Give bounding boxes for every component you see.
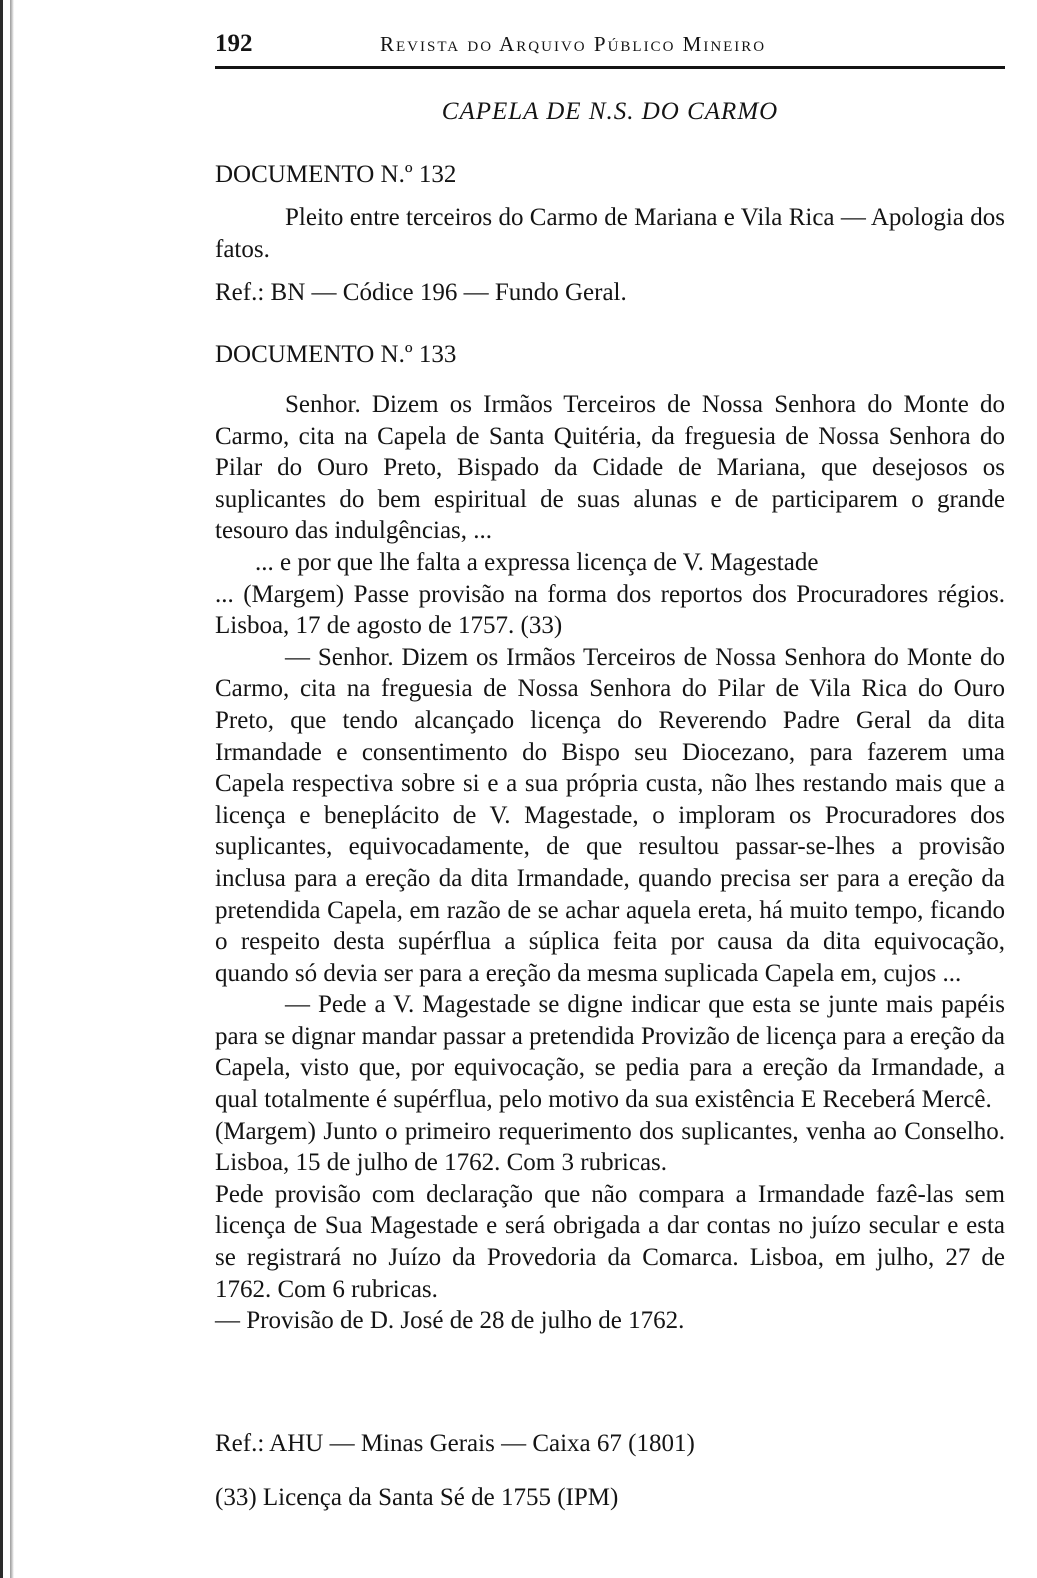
journal-title: Revista do Arquivo Público Mineiro [380,32,767,56]
header-rule [215,66,1005,69]
document-132-summary [215,202,1005,265]
paragraph-petition-1: Senhor. Dizem os Irmãos Terceiros de Nossa Senhora do Monte do Carmo, cita na Capela de Santa Quitéria, da freguesia de Nossa Senhora do Pilar do Ouro Preto, Bispado da Cidade de Mariana, que desejosos os suplicantes do bem espiritual de suas alunas e de participarem o grande tesouro das indulgências, ... [215,391,1005,545]
document-133-body [215,389,1005,1337]
paragraph-provision-declaration: Pede provisão com declaração que não compara a Irmandade fazê-las sem licença de Sua Magestade e será obrigada a dar contas no juízo secular e esta se registrará no Juízo da Provedoria da Comarca. Lisboa, em julho, 27 de 1762. Com 6 rubricas. [215,1180,1005,1303]
paragraph-request-provision: — Pede a V. Magestade se digne indicar que esta se junte mais papéis para se dignar mandar passar a pretendida Provizão de licença para a ereção da Capela, visto que, por equivocação, se pedia para a ereção da Irmandade, a qual totalmente é supérflua, pelo motivo da sua existência E Receberá Mercê. [215,991,1005,1114]
document-132-heading: DOCUMENTO N.º 132 [215,161,457,188]
running-header [215,30,1005,60]
page-number: 192 [215,30,253,57]
document-133-heading: DOCUMENTO N.º 133 [215,341,457,368]
paragraph-petition-2: — Senhor. Dizem os Irmãos Terceiros de Nossa Senhora do Monte do Carmo, cita na freguesia de Nossa Senhora do Pilar de Vila Rica do Ouro Preto, que tendo alcançado licença do Reverendo Padre Geral da dita Irmandade e consentimento do Bispo seu Diocezano, para fazerem uma Capela respectiva sobre si e a sua própria custa, não lhes restando mais que a licença e beneplácito de V. Magestade, o imploram os Procuradores dos suplicantes, equivocadamente, de que resultou passar-se-lhes a provisão inclusa para a ereção da dita Irmandade, quando precisa ser para a ereção da pretendida Capela, em razão de se achar aquela ereta, há muito tempo, ficando o respeito desta supérflua a súplica feita por causa da dita equivocação, quando só devia ser para a ereção da mesma suplicada Capela em, cujos ... [215,643,1005,987]
document-132-text: Pleito entre terceiros do Carmo de Mariana e Vila Rica — Apologia dos fatos. [215,204,1005,263]
paragraph-margin-note-1757: ... (Margem) Passe provisão na forma dos reportos dos Procuradores régios. Lisboa, 17 de agosto de 1757. (33) [215,580,1005,640]
section-title: CAPELA DE N.S. DO CARMO [441,98,779,125]
document-133-reference: Ref.: AHU — Minas Gerais — Caixa 67 (1801) [215,1430,695,1457]
page-binding-edge [0,0,26,1578]
paragraph-royal-provision: — Provisão de D. José de 28 de julho de 1762. [215,1307,685,1335]
paragraph-margin-note-1762: (Margem) Junto o primeiro requerimento dos suplicantes, venha ao Conselho. Lisboa, 15 de julho de 1762. Com 3 rubricas. [215,1117,1005,1177]
document-132-reference: Ref.: BN — Códice 196 — Fundo Geral. [215,279,627,306]
footnote-33: (33) Licença da Santa Sé de 1755 (IPM) [215,1484,619,1511]
paragraph-license-request: ... e por que lhe falta a expressa licença de V. Magestade [255,548,819,576]
